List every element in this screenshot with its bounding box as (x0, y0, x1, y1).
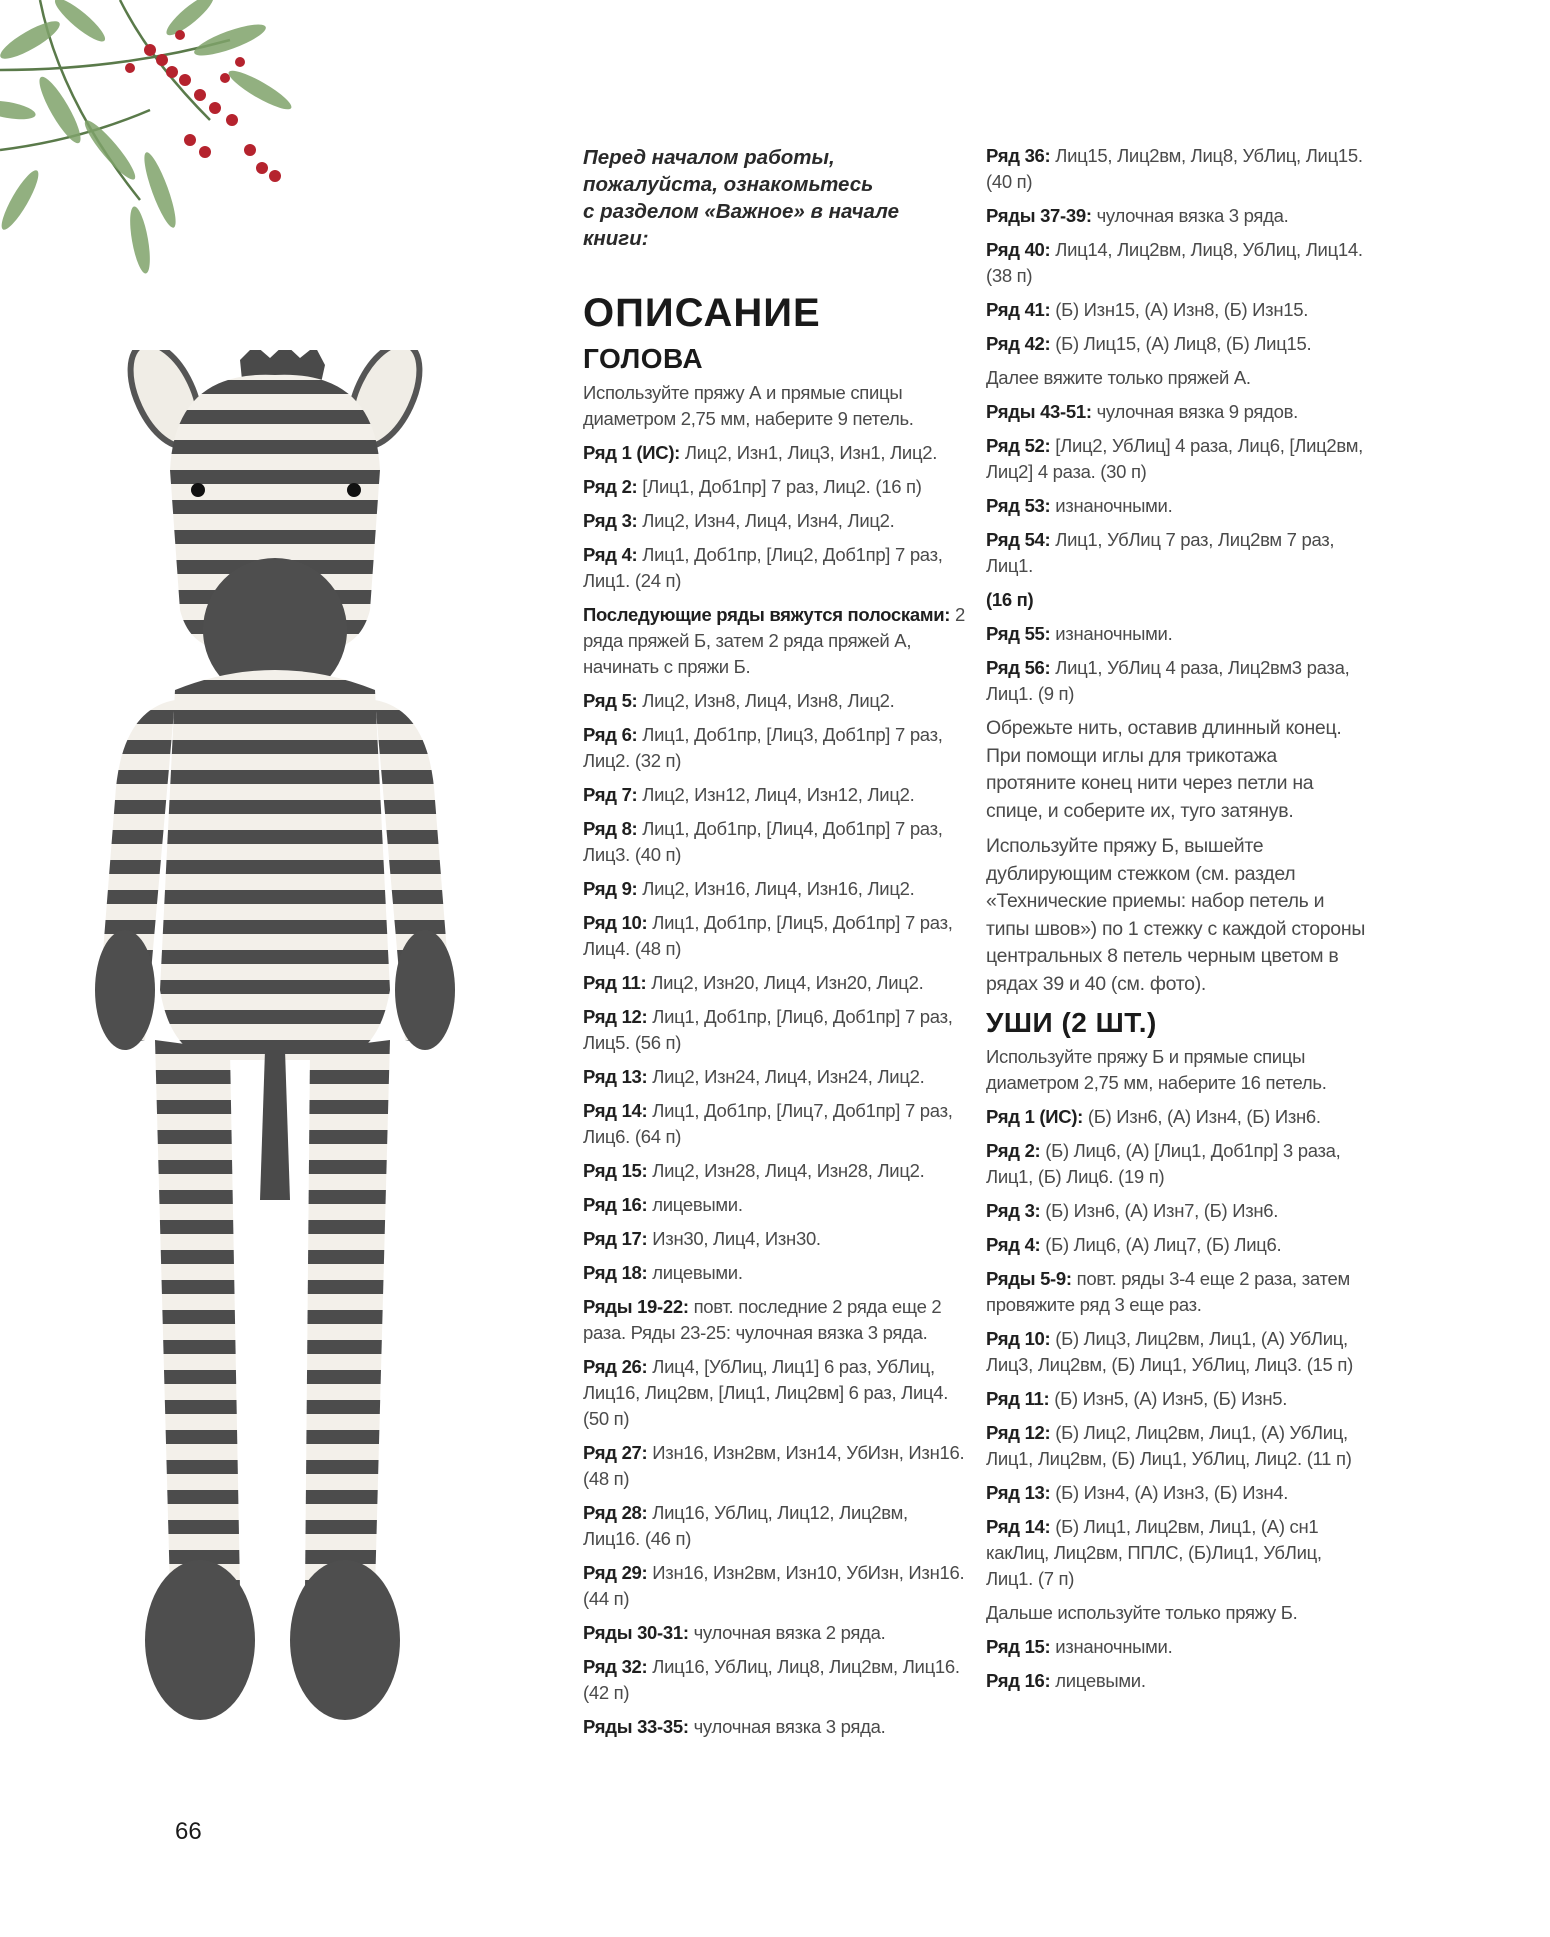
row-text: Лиц1, УбЛиц 7 раз, Лиц2вм 7 раз, Лиц1. (986, 529, 1335, 576)
instruction-row (583, 1354, 968, 1432)
instruction-row (583, 910, 968, 962)
row-label: Ряд 28: (583, 1502, 648, 1523)
instruction-row (583, 688, 968, 714)
instruction-row (583, 602, 968, 680)
instruction-row (583, 1226, 968, 1252)
row-text: Используйте пряжу Б и прямые спицы диаметром 2,75 мм, наберите 16 петель. (986, 1046, 1327, 1093)
row-text: [Лиц1, Доб1пр] 7 раз, Лиц2. (16 п) (637, 476, 922, 497)
section-heading-ears: УШИ (2 ШТ.) (986, 1007, 1157, 1038)
row-label: Ряд 12: (986, 1422, 1051, 1443)
row-text: (Б) Изн6, (А) Изн7, (Б) Изн6. (1040, 1200, 1279, 1221)
instruction-row (986, 1266, 1371, 1318)
row-text: Лиц15, Лиц2вм, Лиц8, УбЛиц, Лиц15. (40 п) (986, 145, 1363, 192)
row-text: Лиц2, Изн12, Лиц4, Изн12, Лиц2. (637, 784, 915, 805)
row-text: Дальше используйте только пряжу Б. (986, 1602, 1298, 1623)
instruction-row (583, 1192, 968, 1218)
row-text: Лиц1, Доб1пр, [Лиц5, Доб1пр] 7 раз, Лиц4. (48 п) (583, 912, 953, 959)
head-instructions (583, 380, 968, 1740)
row-label: Ряд 10: (986, 1328, 1051, 1349)
row-text: изнаночными. (1050, 623, 1173, 644)
row-label: Ряды 19-22: (583, 1296, 689, 1317)
row-text: Лиц1, Доб1пр, [Лиц6, Доб1пр] 7 раз, Лиц5. (56 п) (583, 1006, 953, 1053)
row-label: Ряд 3: (986, 1200, 1041, 1221)
instruction-row (986, 1198, 1371, 1224)
instruction-row (986, 237, 1371, 289)
row-label: Ряд 6: (583, 724, 638, 745)
row-text: Лиц2, Изн16, Лиц4, Изн16, Лиц2. (637, 878, 915, 899)
row-text: (Б) Изн5, (А) Изн5, (Б) Изн5. (1049, 1388, 1288, 1409)
instruction-row (986, 587, 1371, 613)
row-label: Ряд 9: (583, 878, 638, 899)
instruction-row (583, 508, 968, 534)
ears-instructions (986, 1044, 1371, 1694)
row-text: Лиц14, Лиц2вм, Лиц8, УбЛиц, Лиц14. (38 п) (986, 239, 1363, 286)
instruction-row (583, 474, 968, 500)
instruction-row (986, 331, 1371, 357)
row-label: Ряд 4: (986, 1234, 1041, 1255)
row-label: Ряд 2: (583, 476, 638, 497)
row-label: Ряд 4: (583, 544, 638, 565)
instruction-row (583, 1500, 968, 1552)
row-text: Лиц2, Изн20, Лиц4, Изн20, Лиц2. (646, 972, 924, 993)
row-label: Ряд 53: (986, 495, 1051, 516)
row-label: Ряд 8: (583, 818, 638, 839)
instruction-row (986, 399, 1371, 425)
row-label: Ряды 30-31: (583, 1622, 689, 1643)
row-text: Лиц1, Доб1пр, [Лиц2, Доб1пр] 7 раз, Лиц1. (24 п) (583, 544, 943, 591)
row-label: Ряд 26: (583, 1356, 648, 1377)
row-text: лицевыми. (1050, 1670, 1146, 1691)
instruction-row (583, 440, 968, 466)
instruction-row (986, 1420, 1371, 1472)
page-number: 66 (175, 1818, 202, 1845)
row-label: Ряды 33-35: (583, 1716, 689, 1737)
row-text: Лиц1, УбЛиц 4 раза, Лиц2вм3 раза, Лиц1. (9 п) (986, 657, 1350, 704)
row-text: изнаночными. (1050, 1636, 1173, 1657)
row-text: Лиц16, УбЛиц, Лиц12, Лиц2вм, Лиц16. (46 п) (583, 1502, 908, 1549)
row-label: Ряд 12: (583, 1006, 648, 1027)
row-text: изнаночными. (1050, 495, 1173, 516)
row-label: Ряд 36: (986, 145, 1051, 166)
row-label: Ряд 16: (986, 1670, 1051, 1691)
row-label: Ряд 40: (986, 239, 1051, 260)
branch-decoration (0, 0, 330, 290)
row-label: Ряд 42: (986, 333, 1051, 354)
instruction-row (583, 1158, 968, 1184)
instruction-row (986, 1044, 1371, 1096)
instruction-row (583, 722, 968, 774)
row-text: (Б) Изн15, (А) Изн8, (Б) Изн15. (1050, 299, 1309, 320)
row-label: Ряды 5-9: (986, 1268, 1072, 1289)
page-heading: ОПИСАНИЕ (583, 291, 821, 335)
instruction-row (986, 1514, 1371, 1592)
row-label: Ряд 15: (986, 1636, 1051, 1657)
row-label: Ряд 5: (583, 690, 638, 711)
instruction-row (986, 1480, 1371, 1506)
row-text: Лиц1, Доб1пр, [Лиц7, Доб1пр] 7 раз, Лиц6. (64 п) (583, 1100, 953, 1147)
row-text: Лиц4, [УбЛиц, Лиц1] 6 раз, УбЛиц, Лиц16, Лиц2вм, [Лиц1, Лиц2вм] 6 раз, Лиц4. (50 п) (583, 1356, 949, 1429)
row-label: Ряд 17: (583, 1228, 648, 1249)
instruction-row (583, 1260, 968, 1286)
row-text: 2 ряда пряжей Б, затем 2 ряда пряжей А, начинать с пряжи Б. (583, 604, 966, 677)
row-text: (Б) Лиц1, Лиц2вм, Лиц1, (А) сн1 какЛиц, Лиц2вм, ППЛС, (Б)Лиц1, УбЛиц, Лиц1. (7 п) (986, 1516, 1322, 1589)
instruction-row (583, 1098, 968, 1150)
row-label: (16 п) (986, 589, 1034, 610)
row-text: Лиц1, Доб1пр, [Лиц4, Доб1пр] 7 раз, Лиц3. (40 п) (583, 818, 943, 865)
row-text: (Б) Изн6, (А) Изн4, (Б) Изн6. (1083, 1106, 1321, 1127)
row-text: чулочная вязка 3 ряда. (1091, 205, 1289, 226)
row-label: Ряд 27: (583, 1442, 648, 1463)
row-label: Ряд 14: (986, 1516, 1051, 1537)
instruction-row (583, 542, 968, 594)
instruction-row (986, 365, 1371, 391)
row-label: Ряд 13: (583, 1066, 648, 1087)
row-label: Ряд 13: (986, 1482, 1051, 1503)
row-text: Изн16, Изн2вм, Изн14, УбИзн, Изн16. (48 п) (583, 1442, 965, 1489)
row-label: Ряд 1 (ИС): (583, 442, 681, 463)
instruction-row (986, 527, 1371, 579)
instruction-row (583, 1294, 968, 1346)
row-label: Ряд 41: (986, 299, 1051, 320)
intro-line: с разделом «Важное» в начале (583, 200, 900, 223)
row-text: Далее вяжите только пряжей А. (986, 367, 1251, 388)
instruction-row (986, 1104, 1371, 1130)
instruction-row (986, 1600, 1371, 1626)
row-label: Ряд 32: (583, 1656, 648, 1677)
instruction-row (583, 970, 968, 996)
row-label: Ряд 10: (583, 912, 648, 933)
instruction-row (583, 380, 968, 432)
instruction-row (583, 1654, 968, 1706)
row-label: Ряд 54: (986, 529, 1051, 550)
row-label: Ряд 1 (ИС): (986, 1106, 1084, 1127)
row-text: Используйте пряжу А и прямые спицы диаметром 2,75 мм, наберите 9 петель. (583, 382, 914, 429)
instruction-row (986, 203, 1371, 229)
row-label: Ряд 18: (583, 1262, 648, 1283)
note-paragraph: Обрежьте нить, оставив длинный конец. При помощи иглы для трикотажа протяните конец нити через петли на спице, и соберите их, туго затянув. (986, 717, 1342, 822)
row-label: Ряды 43-51: (986, 401, 1092, 422)
row-text: (Б) Лиц6, (А) [Лиц1, Доб1пр] 3 раза, Лиц1, (Б) Лиц6. (19 п) (986, 1140, 1341, 1187)
row-text: чулочная вязка 2 ряда. (688, 1622, 886, 1643)
row-text: Лиц2, Изн1, Лиц3, Изн1, Лиц2. (680, 442, 938, 463)
row-text: Лиц2, Изн24, Лиц4, Изн24, Лиц2. (647, 1066, 925, 1087)
row-label: Ряд 2: (986, 1140, 1041, 1161)
row-label: Ряд 7: (583, 784, 638, 805)
instruction-row (986, 1386, 1371, 1412)
instruction-row (986, 493, 1371, 519)
row-label: Ряд 15: (583, 1160, 648, 1181)
instruction-row (583, 816, 968, 868)
intro-note (583, 144, 923, 252)
row-text: лицевыми. (647, 1262, 743, 1283)
row-label: Ряд 11: (986, 1388, 1050, 1409)
instruction-row (583, 1440, 968, 1492)
row-label: Ряд 55: (986, 623, 1051, 644)
instruction-row (583, 1560, 968, 1612)
instruction-row (986, 433, 1371, 485)
instruction-row (986, 1668, 1371, 1694)
row-text: Лиц2, Изн4, Лиц4, Изн4, Лиц2. (637, 510, 895, 531)
instruction-row (583, 1714, 968, 1740)
row-text: Лиц2, Изн28, Лиц4, Изн28, Лиц2. (647, 1160, 925, 1181)
row-text: (Б) Изн4, (А) Изн3, (Б) Изн4. (1050, 1482, 1289, 1503)
row-text: Изн16, Изн2вм, Изн10, УбИзн, Изн16. (44 п) (583, 1562, 965, 1609)
row-text: чулочная вязка 9 рядов. (1091, 401, 1298, 422)
instruction-row (986, 621, 1371, 647)
row-label: Ряд 14: (583, 1100, 648, 1121)
row-text: повт. ряды 3-4 еще 2 раза, затем провяжите ряд 3 еще раз. (986, 1268, 1350, 1315)
intro-line: пожалуйста, ознакомьтесь (583, 173, 874, 196)
intro-line: книги: (583, 227, 649, 250)
note-paragraph: Используйте пряжу Б, вышейте дублирующим стежком (см. раздел «Технические приемы: набор петель и типы швов») по 1 стежку с каждой стороны центральных 8 петель черным цветом в рядах 39 и 40 (см. фото). (986, 835, 1366, 995)
zebra-toy-photo (80, 350, 480, 1730)
row-text: повт. последние 2 ряда еще 2 раза. Ряды 23-25: чулочная вязка 3 ряда. (583, 1296, 942, 1343)
row-text: чулочная вязка 3 ряда. (688, 1716, 886, 1737)
instruction-row (583, 1064, 968, 1090)
instruction-row (583, 1004, 968, 1056)
row-text: Лиц1, Доб1пр, [Лиц3, Доб1пр] 7 раз, Лиц2. (32 п) (583, 724, 943, 771)
row-label: Ряд 11: (583, 972, 647, 993)
row-label: Ряд 16: (583, 1194, 648, 1215)
row-label: Ряд 56: (986, 657, 1051, 678)
row-label: Ряд 3: (583, 510, 638, 531)
intro-line: Перед началом работы, (583, 146, 835, 169)
row-text: (Б) Лиц2, Лиц2вм, Лиц1, (А) УбЛиц, Лиц1, Лиц2вм, (Б) Лиц1, УбЛиц, Лиц2. (11 п) (986, 1422, 1352, 1469)
row-text: Лиц2, Изн8, Лиц4, Изн8, Лиц2. (637, 690, 895, 711)
instruction-row (583, 876, 968, 902)
instruction-row (986, 143, 1371, 195)
instruction-row (986, 1232, 1371, 1258)
instructions-column-2 (986, 143, 1371, 1702)
instruction-row (986, 297, 1371, 323)
instruction-row (986, 1326, 1371, 1378)
instruction-row (583, 782, 968, 808)
row-label: Ряд 52: (986, 435, 1051, 456)
section-heading-head: ГОЛОВА (583, 343, 704, 374)
row-label: Ряд 29: (583, 1562, 648, 1583)
row-text: Изн30, Лиц4, Изн30. (647, 1228, 821, 1249)
instruction-row (986, 1634, 1371, 1660)
row-label: Последующие ряды вяжутся полосками: (583, 604, 951, 625)
row-text: (Б) Лиц15, (А) Лиц8, (Б) Лиц15. (1050, 333, 1312, 354)
instruction-row (583, 1620, 968, 1646)
row-text: Лиц16, УбЛиц, Лиц8, Лиц2вм, Лиц16. (42 п) (583, 1656, 960, 1703)
row-text: (Б) Лиц3, Лиц2вм, Лиц1, (А) УбЛиц, Лиц3, Лиц2вм, (Б) Лиц1, УбЛиц, Лиц3. (15 п) (986, 1328, 1353, 1375)
instruction-row (986, 1138, 1371, 1190)
row-text: [Лиц2, УбЛиц] 4 раза, Лиц6, [Лиц2вм, Лиц2] 4 раза. (30 п) (986, 435, 1364, 482)
head-instructions-continued (986, 143, 1371, 707)
row-text: лицевыми. (647, 1194, 743, 1215)
instruction-row (986, 655, 1371, 707)
instructions-column-1 (583, 290, 968, 1748)
row-text: (Б) Лиц6, (А) Лиц7, (Б) Лиц6. (1040, 1234, 1282, 1255)
row-label: Ряды 37-39: (986, 205, 1092, 226)
